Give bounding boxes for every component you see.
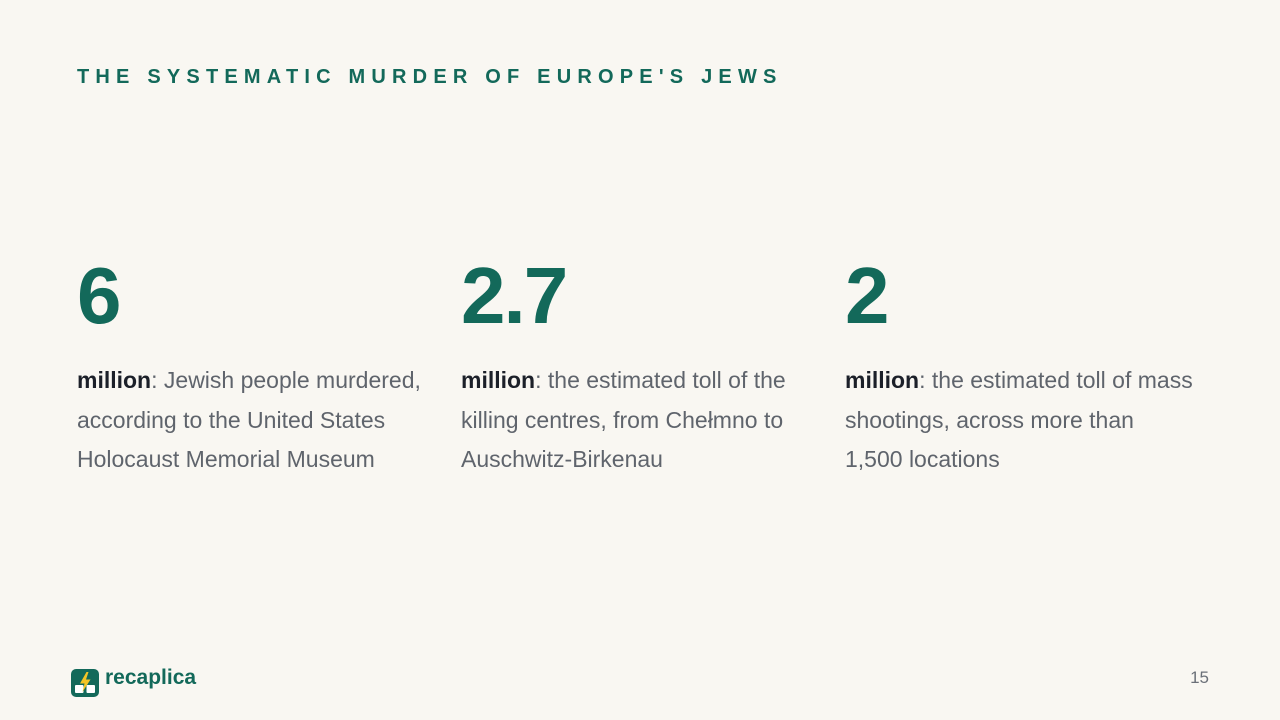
stat-block-3 [845,252,1195,480]
stat-description: : Jewish people murdered, according to the United States Holocaust Memorial Museum [77,367,421,472]
stat-number: 6 [77,251,120,340]
stat-caption [461,361,811,480]
stat-description: : the estimated toll of mass shootings, across more than 1,500 locations [845,367,1193,472]
stat-number: 2.7 [461,251,567,340]
brand-name: recaplica [105,666,197,689]
stat-unit: million [77,367,152,393]
stat-caption [77,361,427,480]
stat-unit: million [461,367,536,393]
slide-title: THE SYSTEMATIC MURDER OF EUROPE'S JEWS [77,66,783,88]
stat-unit: million [845,367,920,393]
stat-caption [845,361,1195,480]
stat-block-1 [77,252,427,480]
stat-description: : the estimated toll of the killing centres, from Chełmno to Auschwitz-Birkenau [461,367,786,472]
stat-block-2 [461,252,811,480]
brand [71,667,196,699]
page-number: 15 [1190,668,1209,687]
stat-number: 2 [845,251,888,340]
recaplica-logo-icon [71,669,99,697]
